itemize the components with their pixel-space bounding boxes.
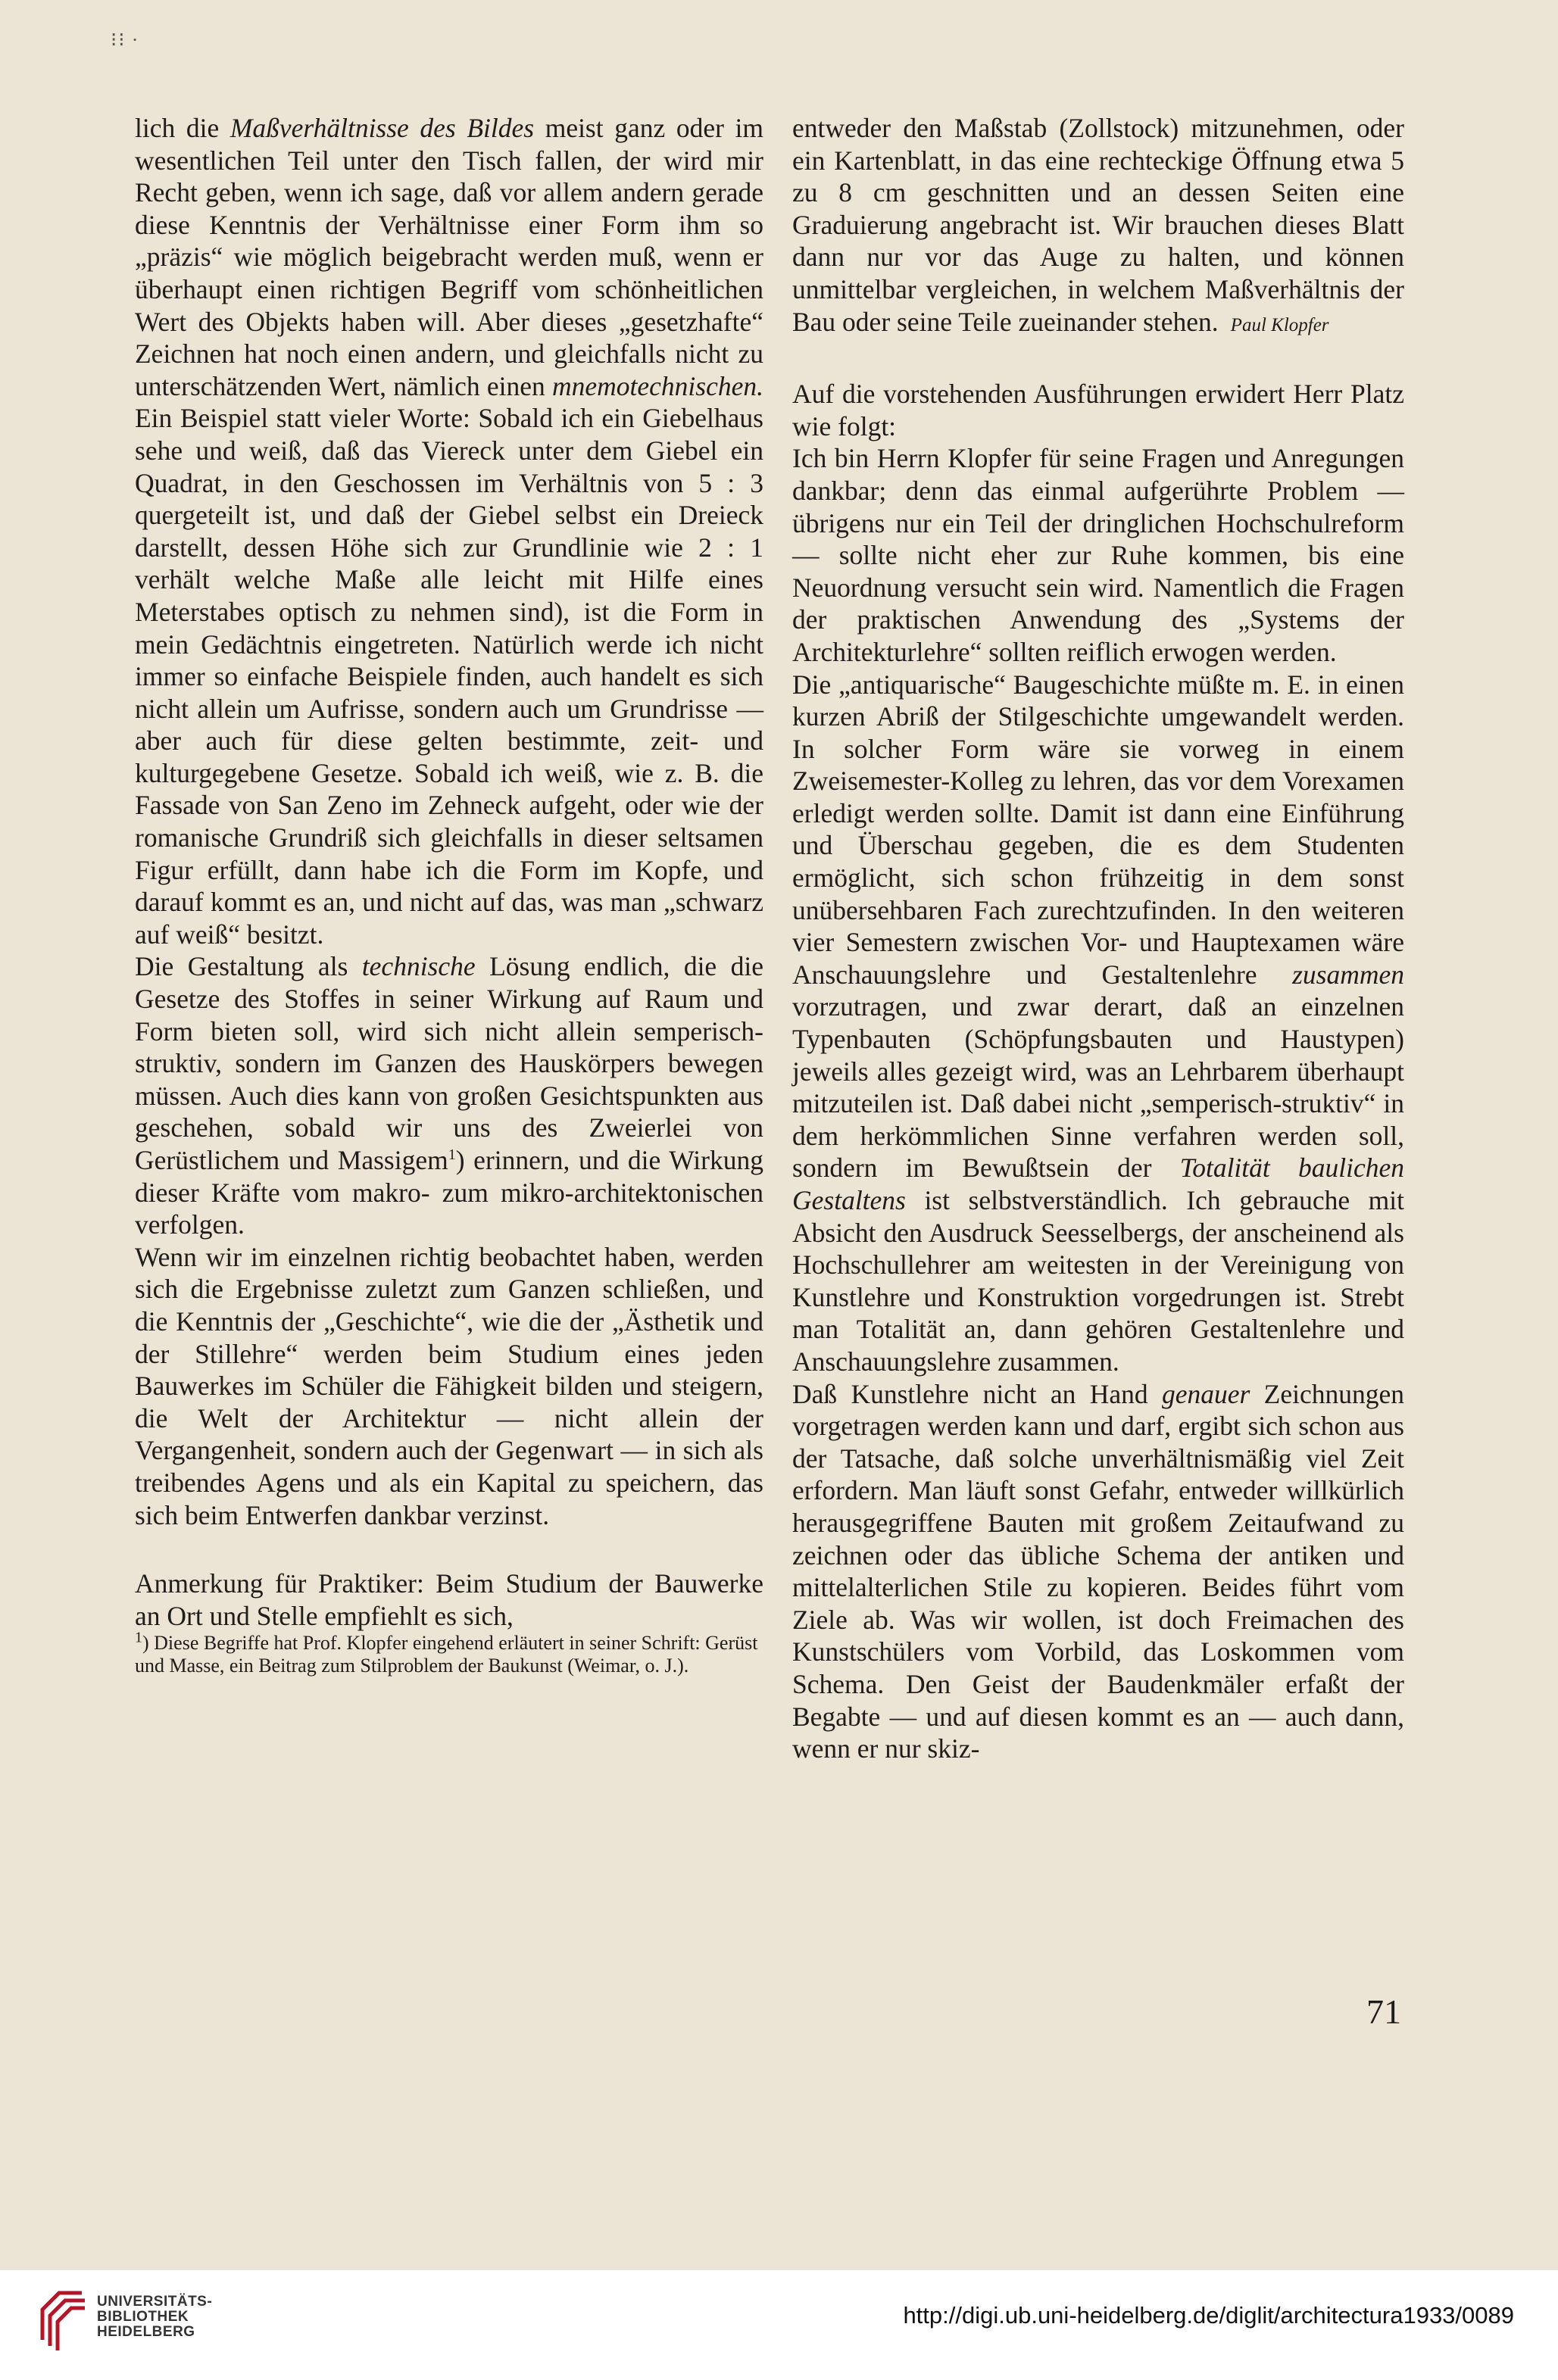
right-paragraph-3: Ich bin Herrn Klopfer für seine Fragen und Anregungen dankbar; denn das einmal aufgerührte Problem — übrigens nur ein Teil der dringlichen Hochschulreform — sollte nicht eher zur Ruhe kommen, bis eine Neuordnung versucht sein wird. Namentlich die Fragen der praktischen Anwendung des „Systems der Architekturlehre“ sollten reiflich erwogen werden. xyxy=(792,443,1404,667)
footnote-reference: 1 xyxy=(448,1146,456,1164)
right-paragraph-5: Daß Kunstlehre nicht an Hand genauer Zeichnungen vorgetragen werden kann und darf, ergibt sich schon aus der Tatsache, daß solche unverhältnismäßig viel Zeit erfordern. Man läuft sonst Gefahr, entweder willkürlich herausgegriffene Bauten mit großem Zeitaufwand zu zeichnen oder das übliche Schema der antiken und mittelalterlichen Stile zu kopieren. Beides führt vom Ziele ab. Was wir wollen, ist doch Freimachen des Kunstschülers vom Vorbild, das Loskommen vom Schema. Den Geist der Baudenkmäler erfaßt der Begabte — und auf diesen kommt es an — auch dann, wenn er nur skiz- xyxy=(792,1378,1404,1764)
left-paragraph-3: Wenn wir im einzelnen richtig beobachtet haben, werden sich die Ergebnisse zuletzt zum Ganzen schließen, und die Kenntnis der „Geschichte“, wie die der „Ästhetik und der Stillehre“ werden beim Studium eines jeden Bauwerkes im Schüler die Fähigkeit bilden und steigern, die Welt der Architektur — nicht allein der Vergangenheit, sondern auch der Gegenwart — in sich als treibendes Agens und als ein Kapital zu speichern, das sich beim Entwerfen dankbar verzinst. xyxy=(135,1241,763,1530)
italic-term: Totalität baulichen Gestaltens xyxy=(792,1153,1404,1215)
right-paragraph-1: entweder den Maßstab (Zollstock) mitzunehmen, oder ein Kartenblatt, in das eine rechteckige Öffnung etwa 5 zu 8 cm geschnitten und an dessen Seiten eine Graduierung angebracht ist. Wir brauchen dieses Blatt dann nur vor das Auge zu halten, und können unmittelbar vergleichen, in welchem Maßverhältnis der Bau oder seine Teile zueinander stehen. Paul Klopfer xyxy=(792,113,1404,337)
library-footer xyxy=(0,2270,1558,2380)
footnote: $^1$) Diese Begriffe hat Prof. Klopfer eingehend erläutert in seiner Schrift: Gerüst und Masse, ein Beitrag zum Stilproblem der Baukunst (Weimar, o. J.). xyxy=(135,1629,758,1677)
right-paragraph-2: Auf die vorstehenden Ausführungen erwidert Herr Platz wie folgt: xyxy=(792,379,1404,441)
footnote-mark: 1 xyxy=(135,1629,142,1646)
italic-term: genauer xyxy=(1161,1378,1250,1409)
italic-term: zusammen xyxy=(1292,959,1404,990)
library-logo-icon xyxy=(36,2287,89,2352)
left-paragraph-4: Anmerkung für Praktiker: Beim Studium der Bauwerke an Ort und Stelle empfiehlt es sich, xyxy=(135,1568,763,1631)
left-paragraph-2: Die Gestaltung als technische Lösung endlich, die die Gesetze des Stoffes in seiner Wirkung auf Raum und Form bieten soll, wird sich nicht allein semperisch-struktiv, sondern im Ganzen des Hauskörpers bewegen müssen. Auch dies kann von großen Gesichtspunkten aus geschehen, sobald wir uns des Zweierlei von Gerüstlichem und Massigem$^1$) erinnern, und die Wirkung dieser Kräfte vom makro- zum mikro-architektonischen verfolgen. xyxy=(135,951,763,1240)
source-url-link[interactable]: http://digi.ub.uni-heidelberg.de/diglit/architectura1933/0089 xyxy=(903,2302,1514,2329)
library-name: UNIVERSITÄTS- BIBLIOTHEK HEIDELBERG xyxy=(97,2294,213,2340)
right-column xyxy=(792,112,1404,1765)
left-paragraph-1: lich die Maßverhältnisse des Bildes meist ganz oder im wesentlichen Teil unter den Tisch fallen, der wird mir Recht geben, wenn ich sage, daß vor allem andern gerade diese Kenntnis der Verhältnisse einer Form ihm so „präzis“ wie möglich beigebracht werden muß, wenn er überhaupt einen richtigen Begriff vom schönheitlichen Wert des Objekts haben will. Aber dieses „gesetzhafte“ Zeichnen hat noch einen andern, und gleichfalls nicht zu unterschätzenden Wert, nämlich einen mnemotechnischen. Ein Beispiel statt vieler Worte: Sobald ich ein Giebelhaus sehe und weiß, daß das Viereck unter dem Giebel ein Quadrat, in den Geschossen im Verhältnis von 5 : 3 quergeteilt ist, und daß der Giebel selbst ein Dreieck darstellt, dessen Höhe sich zur Grundlinie wie 2 : 1 verhält welche Maße alle leicht mit Hilfe eines Meterstabes optisch zu nehmen sind), ist die Form in mein Gedächtnis eingetreten. Natürlich werde ich nicht immer so einfache Beispiele finden, auch handelt es sich nicht allein um Aufrisse, sondern auch um Grundrisse — aber auch für diese gelten bestimmte, zeit- und kulturgegebene Gesetze. Sobald ich weiß, wie z. B. die Fassade von San Zeno im Zehneck aufgeht, oder wie der romanische Grundriß sich gleichfalls in dieser seltsamen Figur erfüllt, dann habe ich die Form im Kopfe, und darauf kommt es an, und nicht auf das, was man „schwarz auf weiß“ besitzt. xyxy=(135,113,764,950)
right-paragraph-4: Die „antiquarische“ Baugeschichte müßte m. E. in einen kurzen Abriß der Stilgeschichte umgewandelt werden. In solcher Form wäre sie vorweg in einem Zweisemester-Kolleg zu lehren, das vor dem Vorexamen erledigt werden sollte. Damit ist dann eine Einführung und Überschau gegeben, die es dem Studenten ermöglicht, sich schon frühzeitig in dem sonst unübersehbaren Fach zurechtzufinden. In den weiteren vier Semestern zwischen Vor- und Hauptexamen wäre Anschauungslehre und Gestaltenlehre zusammen vorzutragen, und zwar derart, daß an einzelnen Typenbauten (Schöpfungsbauten und Haustypen) jeweils alles gezeigt wird, was an Lehrbarem überhaupt mitzuteilen ist. Daß dabei nicht „semperisch-struktiv“ in dem herkömmlichen Sinne verfahren werden soll, sondern im Bewußtsein der Totalität baulichen Gestaltens ist selbstverständlich. Ich gebrauche mit Absicht den Ausdruck Seesselbergs, der anscheinend als Hochschullehrer am weitesten in der Vereinigung von Kunstlehre und Konstruktion vorgedrungen ist. Strebt man Totalität an, dann gehören Gestaltenlehre und Anschauungslehre zusammen. xyxy=(792,669,1404,1377)
left-column xyxy=(135,112,763,1677)
italic-term: mnemotechnischen. xyxy=(552,370,763,401)
italic-term: technische xyxy=(361,951,476,982)
author-signature: Paul Klopfer xyxy=(1230,314,1329,335)
page-number: 71 xyxy=(1366,1992,1401,2031)
italic-term: Maßverhältnisse des Bildes xyxy=(229,113,535,143)
corner-mark: ⁝⁝ · xyxy=(111,29,140,51)
